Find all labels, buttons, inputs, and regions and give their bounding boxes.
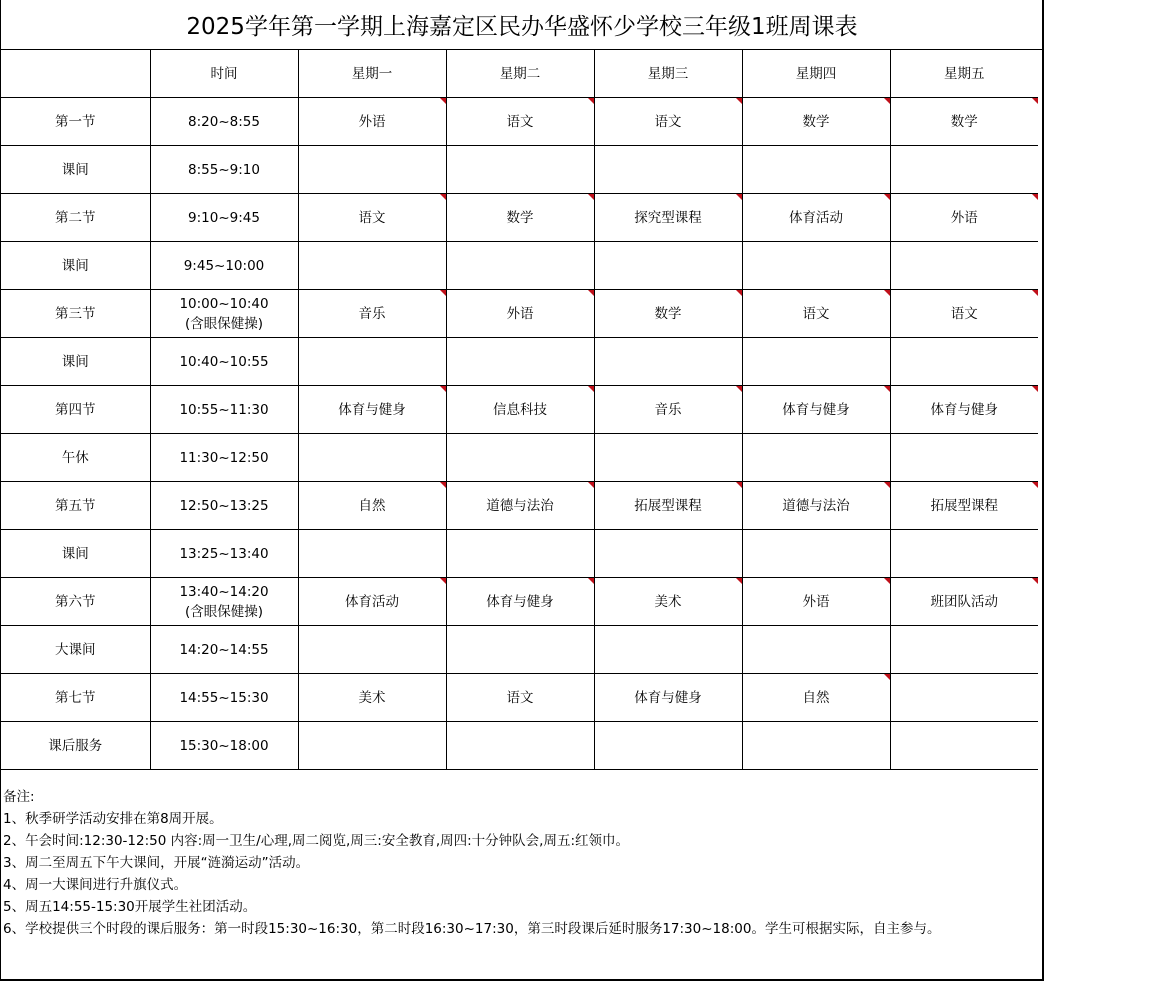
class-cell[interactable]: [890, 386, 1038, 434]
period-label-cell[interactable]: [1, 578, 150, 626]
time-text: 13:25~13:40: [179, 545, 269, 562]
subject-label: 探究型课程: [634, 209, 702, 226]
comment-indicator-icon: [440, 98, 446, 104]
subject-label: 外语: [358, 113, 386, 130]
time-cell[interactable]: [150, 242, 298, 290]
class-cell[interactable]: [890, 578, 1038, 626]
period-label-cell[interactable]: [1, 530, 150, 578]
subject-label: 拓展型课程: [930, 497, 998, 514]
class-cell[interactable]: [890, 194, 1038, 242]
table-row: [1, 434, 1038, 482]
subject-label: 道德与法治: [486, 497, 554, 514]
period-label: 第五节: [55, 497, 96, 514]
note-line: 6、学校提供三个时段的课后服务：第一时段15:30~16:30，第二时段16:30~17:30，第三时段课后延时服务17:30~18:00。学生可根据实际，自主参与。: [3, 921, 941, 937]
header-label: 时间: [210, 65, 238, 82]
time-cell[interactable]: [150, 482, 298, 530]
comment-indicator-icon: [884, 578, 890, 584]
class-cell[interactable]: [446, 146, 594, 194]
comment-indicator-icon: [588, 578, 594, 584]
class-cell[interactable]: [594, 482, 742, 530]
period-label: 课间: [61, 545, 89, 562]
comment-indicator-icon: [440, 194, 446, 200]
class-cell[interactable]: [890, 146, 1038, 194]
header-label: 星期二: [499, 65, 541, 82]
comment-indicator-icon: [588, 290, 594, 296]
class-cell[interactable]: [446, 386, 594, 434]
class-cell[interactable]: [890, 482, 1038, 530]
time-text: 14:20~14:55: [179, 641, 269, 658]
comment-indicator-icon: [884, 194, 890, 200]
comment-indicator-icon: [1032, 194, 1038, 200]
class-cell[interactable]: [298, 434, 446, 482]
class-cell[interactable]: [890, 626, 1038, 674]
class-cell[interactable]: [594, 242, 742, 290]
period-label: 第七节: [55, 689, 96, 706]
comment-indicator-icon: [736, 386, 742, 392]
comment-indicator-icon: [588, 98, 594, 104]
class-cell[interactable]: [298, 386, 446, 434]
subject-label: 数学: [802, 113, 830, 130]
comment-indicator-icon: [440, 482, 446, 488]
subject-label: 数学: [950, 113, 978, 130]
class-cell[interactable]: [446, 434, 594, 482]
time-cell[interactable]: [150, 290, 298, 338]
period-label-cell[interactable]: [1, 338, 150, 386]
class-cell[interactable]: [742, 626, 890, 674]
period-label-cell[interactable]: [1, 194, 150, 242]
comment-indicator-icon: [736, 194, 742, 200]
period-label-cell[interactable]: [1, 626, 150, 674]
subject-label: 美术: [654, 593, 682, 610]
time-text: 9:10~9:45: [188, 209, 260, 226]
class-cell[interactable]: [298, 578, 446, 626]
class-cell[interactable]: [298, 530, 446, 578]
class-cell[interactable]: [742, 338, 890, 386]
note-line: 2、午会时间:12:30-12:50 内容:周一卫生/心理,周二阅览,周三:安全教育,周四:十分钟队会,周五:红领巾。: [3, 833, 630, 849]
time-text: 14:55~15:30: [179, 689, 269, 706]
time-cell[interactable]: [150, 194, 298, 242]
comment-indicator-icon: [884, 386, 890, 392]
period-label-cell[interactable]: [1, 290, 150, 338]
time-text: 12:50~13:25: [179, 497, 269, 514]
subject-label: 班团队活动: [930, 593, 998, 610]
subject-label: 体育与健身: [486, 593, 554, 610]
class-cell[interactable]: [890, 98, 1038, 146]
class-cell[interactable]: [594, 722, 742, 770]
time-cell[interactable]: [150, 386, 298, 434]
period-label: 第四节: [55, 401, 96, 418]
period-label: 午休: [61, 449, 89, 466]
comment-indicator-icon: [1032, 290, 1038, 296]
class-cell[interactable]: [742, 290, 890, 338]
subject-label: 音乐: [654, 401, 682, 418]
class-cell[interactable]: [446, 290, 594, 338]
table-row: [1, 290, 1038, 338]
note-line: 3、周二至周五下午大课间，开展“涟漪运动”活动。: [3, 855, 310, 871]
class-cell[interactable]: [742, 386, 890, 434]
class-cell[interactable]: [594, 674, 742, 722]
class-cell[interactable]: [298, 674, 446, 722]
subject-label: 语文: [506, 689, 534, 706]
class-cell[interactable]: [446, 530, 594, 578]
class-cell[interactable]: [742, 98, 890, 146]
class-cell[interactable]: [742, 722, 890, 770]
comment-indicator-icon: [1032, 482, 1038, 488]
period-label-cell[interactable]: [1, 674, 150, 722]
comment-indicator-icon: [440, 290, 446, 296]
table-row: [1, 338, 1038, 386]
comment-indicator-icon: [1032, 386, 1038, 392]
subject-label: 语文: [802, 305, 830, 322]
period-label: 第六节: [55, 593, 96, 610]
period-label-cell[interactable]: [1, 146, 150, 194]
period-label: 大课间: [55, 641, 96, 658]
time-cell[interactable]: [150, 722, 298, 770]
period-label-cell[interactable]: [1, 722, 150, 770]
class-cell[interactable]: [594, 434, 742, 482]
class-cell[interactable]: [890, 722, 1038, 770]
class-cell[interactable]: [446, 242, 594, 290]
time-text: (含眼保健操): [184, 315, 264, 332]
table-row: [1, 722, 1038, 770]
comment-indicator-icon: [588, 194, 594, 200]
comment-indicator-icon: [884, 482, 890, 488]
comment-indicator-icon: [440, 578, 446, 584]
subject-label: 信息科技: [493, 401, 547, 418]
time-cell[interactable]: [150, 530, 298, 578]
period-label-cell[interactable]: [1, 242, 150, 290]
header-label: 星期三: [647, 65, 689, 82]
time-cell[interactable]: [150, 434, 298, 482]
header-cell[interactable]: [150, 50, 298, 98]
class-cell[interactable]: [594, 626, 742, 674]
period-label: 第二节: [55, 209, 96, 226]
class-cell[interactable]: [298, 722, 446, 770]
class-cell[interactable]: [298, 146, 446, 194]
period-label: 课间: [61, 353, 89, 370]
subject-label: 外语: [950, 209, 978, 226]
class-cell[interactable]: [446, 338, 594, 386]
comment-indicator-icon: [1032, 98, 1038, 104]
class-cell[interactable]: [742, 482, 890, 530]
period-label-cell[interactable]: [1, 434, 150, 482]
table-row: [1, 386, 1038, 434]
class-cell[interactable]: [742, 242, 890, 290]
table-row: [1, 194, 1038, 242]
time-text: 10:40~10:55: [179, 353, 269, 370]
class-cell[interactable]: [890, 290, 1038, 338]
header-cell[interactable]: [594, 50, 742, 98]
header-label: 星期一: [351, 65, 393, 82]
class-cell[interactable]: [298, 290, 446, 338]
header-row: [1, 50, 1038, 98]
time-text: (含眼保健操): [184, 603, 264, 620]
subject-label: 体育与健身: [338, 401, 406, 418]
class-cell[interactable]: [446, 194, 594, 242]
subject-label: 语文: [506, 113, 534, 130]
subject-label: 语文: [950, 305, 978, 322]
subject-label: 音乐: [358, 305, 386, 322]
page-title: 2025学年第一学期上海嘉定区民办华盛怀少学校三年级1班周课表: [1, 0, 1043, 50]
note-line: 4、周一大课间进行升旗仪式。: [3, 877, 188, 893]
header-label: 星期四: [795, 65, 837, 82]
class-cell[interactable]: [594, 194, 742, 242]
class-cell[interactable]: [742, 530, 890, 578]
comment-indicator-icon: [588, 386, 594, 392]
class-cell[interactable]: [742, 434, 890, 482]
time-cell[interactable]: [150, 146, 298, 194]
class-cell[interactable]: [594, 290, 742, 338]
class-cell[interactable]: [890, 338, 1038, 386]
class-cell[interactable]: [446, 722, 594, 770]
table-row: [1, 146, 1038, 194]
class-cell[interactable]: [594, 146, 742, 194]
subject-label: 体育活动: [345, 593, 399, 610]
time-text: 8:55~9:10: [188, 161, 260, 178]
time-cell[interactable]: [150, 338, 298, 386]
table-row: [1, 242, 1038, 290]
subject-label: 外语: [506, 305, 534, 322]
class-cell[interactable]: [446, 578, 594, 626]
note-line: 1、秋季研学活动安排在第8周开展。: [3, 811, 223, 827]
class-cell[interactable]: [890, 674, 1038, 722]
class-cell[interactable]: [446, 98, 594, 146]
subject-label: 道德与法治: [782, 497, 850, 514]
header-cell[interactable]: [446, 50, 594, 98]
subject-label: 外语: [802, 593, 830, 610]
time-text: 9:45~10:00: [183, 257, 265, 274]
header-cell[interactable]: [742, 50, 890, 98]
period-label-cell[interactable]: [1, 98, 150, 146]
table-row: [1, 530, 1038, 578]
period-label: 课后服务: [48, 737, 103, 754]
class-cell[interactable]: [890, 530, 1038, 578]
class-cell[interactable]: [742, 194, 890, 242]
class-cell[interactable]: [594, 338, 742, 386]
time-text: 10:00~10:40: [179, 295, 269, 312]
subject-label: 体育与健身: [634, 689, 702, 706]
subject-label: 体育与健身: [930, 401, 998, 418]
class-cell[interactable]: [890, 434, 1038, 482]
period-label: 第三节: [55, 305, 96, 322]
comment-indicator-icon: [440, 386, 446, 392]
comment-indicator-icon: [884, 290, 890, 296]
time-cell[interactable]: [150, 578, 298, 626]
subject-label: 美术: [358, 689, 386, 706]
period-label-cell[interactable]: [1, 386, 150, 434]
class-cell[interactable]: [298, 242, 446, 290]
period-label: 课间: [61, 257, 89, 274]
header-cell[interactable]: [1, 50, 150, 98]
subject-label: 体育活动: [789, 209, 843, 226]
comment-indicator-icon: [736, 578, 742, 584]
subject-label: 数学: [506, 209, 534, 226]
time-text: 11:30~12:50: [179, 449, 269, 466]
subject-label: 拓展型课程: [634, 497, 702, 514]
class-cell[interactable]: [594, 386, 742, 434]
time-cell[interactable]: [150, 674, 298, 722]
class-cell[interactable]: [298, 194, 446, 242]
header-cell[interactable]: [890, 50, 1038, 98]
class-cell[interactable]: [298, 482, 446, 530]
table-row: [1, 482, 1038, 530]
comment-indicator-icon: [1032, 578, 1038, 584]
subject-label: 自然: [802, 689, 830, 706]
period-label-cell[interactable]: [1, 482, 150, 530]
subject-label: 数学: [654, 305, 682, 322]
class-cell[interactable]: [594, 578, 742, 626]
table-row: [1, 674, 1038, 722]
class-cell[interactable]: [890, 242, 1038, 290]
comment-indicator-icon: [736, 482, 742, 488]
table-row: [1, 578, 1038, 626]
header-cell[interactable]: [298, 50, 446, 98]
class-cell[interactable]: [298, 626, 446, 674]
class-cell[interactable]: [298, 98, 446, 146]
class-cell[interactable]: [446, 626, 594, 674]
table-row: [1, 98, 1038, 146]
class-cell[interactable]: [742, 674, 890, 722]
comment-indicator-icon: [884, 98, 890, 104]
subject-label: 语文: [358, 209, 386, 226]
class-cell[interactable]: [742, 146, 890, 194]
class-cell[interactable]: [446, 674, 594, 722]
note-line: 5、周五14:55-15:30开展学生社团活动。: [3, 899, 257, 915]
time-cell[interactable]: [150, 626, 298, 674]
class-cell[interactable]: [594, 530, 742, 578]
header-label: 星期五: [944, 65, 985, 82]
timetable-grid: [1, 49, 1038, 770]
note-line: 备注:: [3, 789, 35, 805]
time-text: 10:55~11:30: [179, 401, 269, 418]
notes-section: [3, 786, 1043, 940]
comment-indicator-icon: [884, 674, 890, 680]
class-cell[interactable]: [594, 98, 742, 146]
time-text: 8:20~8:55: [188, 113, 260, 130]
class-cell[interactable]: [446, 482, 594, 530]
time-text: 15:30~18:00: [179, 737, 269, 754]
comment-indicator-icon: [588, 482, 594, 488]
comment-indicator-icon: [736, 98, 742, 104]
time-text: 13:40~14:20: [179, 583, 269, 600]
table-row: [1, 626, 1038, 674]
time-cell[interactable]: [150, 98, 298, 146]
period-label: 课间: [61, 161, 89, 178]
class-cell[interactable]: [742, 578, 890, 626]
comment-indicator-icon: [736, 290, 742, 296]
class-cell[interactable]: [298, 338, 446, 386]
subject-label: 体育与健身: [782, 401, 850, 418]
subject-label: 语文: [654, 113, 682, 130]
subject-label: 自然: [358, 497, 386, 514]
period-label: 第一节: [55, 113, 96, 130]
